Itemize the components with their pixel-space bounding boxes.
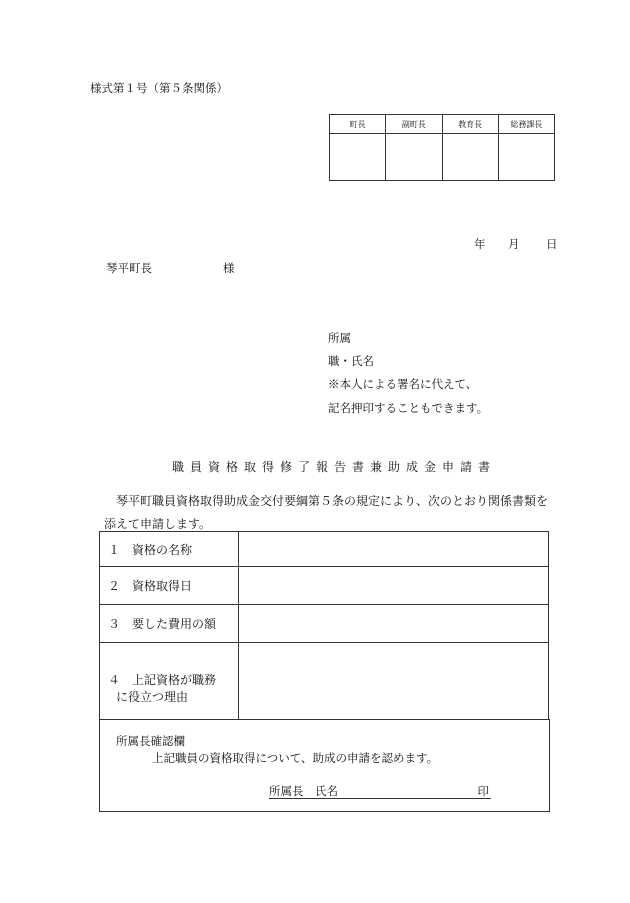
intro-line2: 添えて申請します。: [104, 517, 212, 531]
item-label-job-relevance-reason: [100, 643, 239, 720]
date-day: 日: [546, 237, 558, 251]
addressee-honorific: 様: [223, 261, 235, 275]
intro-line1: 琴平町職員資格取得助成金交付要綱第５条の規定により、次のとおり関係書類を: [116, 494, 549, 508]
date-month: 月: [508, 237, 520, 251]
item-label-job-relevance-line2: に役立つ理由: [116, 690, 189, 704]
approval-header-superintendent: 教育長: [442, 115, 498, 134]
approval-stamp-table: [329, 114, 555, 181]
confirmation-heading: 所属長確認欄: [116, 734, 185, 748]
seal-mark: 印: [477, 784, 489, 798]
signer-label: 所属長 氏名: [269, 784, 338, 798]
item-field-cost-amount[interactable]: [239, 605, 549, 643]
addressee-name: 琴平町長: [106, 261, 152, 275]
approval-header-mayor: 町長: [330, 115, 386, 134]
document-title: 職員資格取得修了報告書兼助成金申請書: [172, 460, 497, 474]
applicant-note-line1: ※本人による署名に代えて、: [328, 377, 478, 391]
date-year: 年: [474, 237, 486, 251]
application-items-table: [99, 531, 549, 720]
applicant-position-name-label: 職・氏名: [328, 354, 374, 368]
applicant-note-line2: 記名押印することもできます。: [328, 401, 489, 415]
item-field-acquisition-date[interactable]: [239, 567, 549, 605]
supervisor-confirmation-box: [99, 719, 550, 812]
item-field-job-relevance-reason[interactable]: [239, 643, 549, 720]
approval-cell-general-affairs-chief[interactable]: [498, 134, 554, 181]
approval-header-deputy-mayor: 副町長: [386, 115, 442, 134]
approval-cell-deputy-mayor[interactable]: [386, 134, 442, 181]
form-number: 様式第１号（第５条関係）: [90, 81, 228, 95]
approval-header-general-affairs-chief: 総務課長: [498, 115, 554, 134]
item-field-qualification-name[interactable]: [239, 532, 549, 567]
applicant-affiliation-label: 所属: [328, 331, 351, 345]
approval-cell-superintendent[interactable]: [442, 134, 498, 181]
item-label-acquisition-date: ２ 資格取得日: [100, 567, 239, 605]
approval-cell-mayor[interactable]: [330, 134, 386, 181]
signer-line[interactable]: [269, 783, 491, 799]
confirmation-statement: 上記職員の資格取得について、助成の申請を認めます。: [152, 751, 439, 765]
item-label-cost-amount: ３ 要した費用の額: [100, 605, 239, 643]
item-label-job-relevance-line1: ４ 上記資格が職務: [108, 673, 217, 687]
item-label-qualification-name: １ 資格の名称: [100, 532, 239, 567]
